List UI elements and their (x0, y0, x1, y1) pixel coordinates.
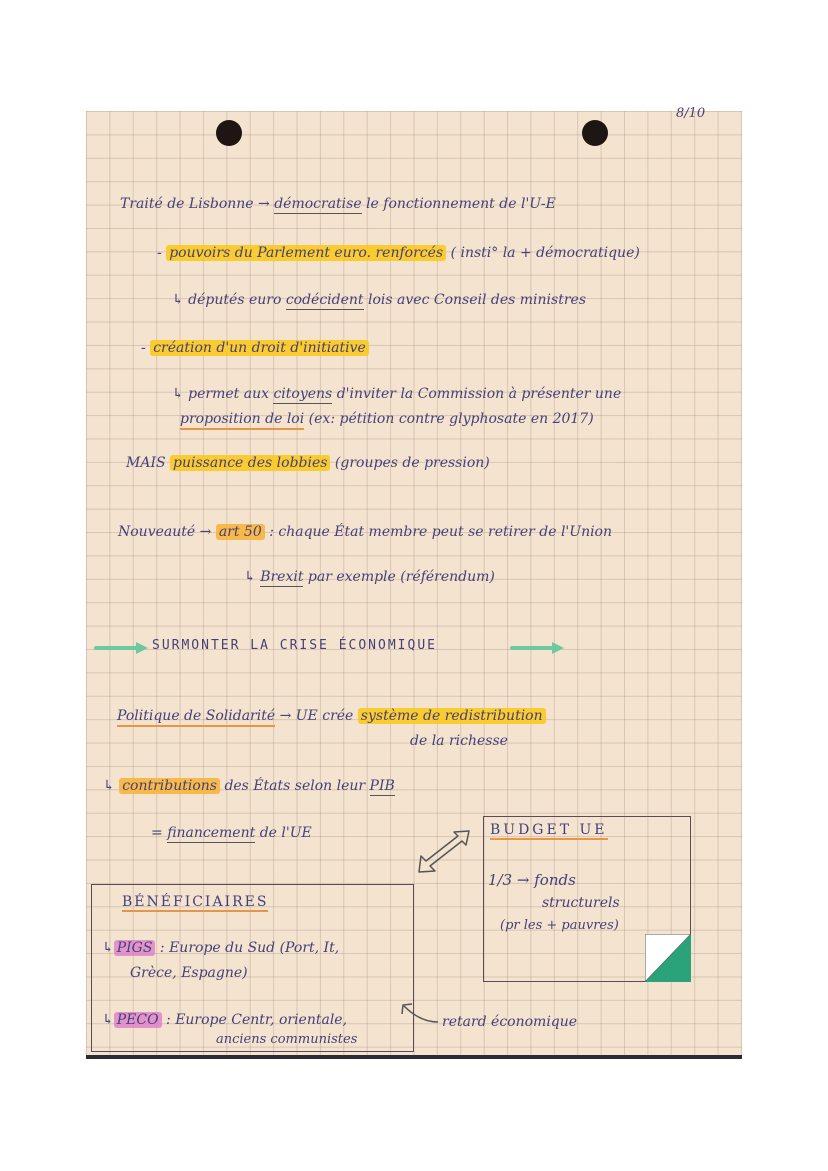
text-underlined: codécident (285, 292, 364, 308)
highlight-text: art 50 (216, 524, 265, 540)
text-underlined: démocratise (274, 196, 362, 212)
highlight-text: PIGS (114, 940, 156, 956)
budget-line-2: structurels (542, 895, 620, 911)
line-mais (126, 455, 490, 471)
line-peco-2: anciens communistes (216, 1032, 358, 1047)
page-edge (86, 1055, 742, 1059)
highlight-text: système de redistribution (358, 708, 546, 724)
beneficiaires-title: BÉNÉFICIAIRES (122, 894, 269, 910)
beneficiaires-box (91, 884, 414, 1052)
text-underlined: PIB (369, 778, 395, 794)
highlight-text: contributions (119, 778, 220, 794)
line-pigs (102, 940, 339, 956)
text: (groupes de pression) (334, 455, 490, 471)
line-contributions (103, 778, 395, 794)
line-pouvoirs (157, 245, 640, 261)
text: ↳ permet aux (172, 386, 270, 402)
highlight-text: PECO (114, 1012, 162, 1028)
text: des États selon leur (224, 778, 366, 794)
line-creation (141, 340, 369, 356)
text: ( insti° la + démocratique) (450, 245, 640, 261)
text: par exemple (référendum) (307, 569, 495, 585)
page-number: 8/10 (676, 106, 706, 121)
line-permet (172, 386, 621, 402)
budget-line-3: (pr les + pauvres) (500, 918, 619, 933)
text: ↳ (102, 1012, 114, 1028)
text: de l'UE (259, 825, 312, 841)
text: d'inviter la Commission à présenter une (336, 386, 622, 402)
text: ↳ (103, 778, 115, 794)
text: MAIS (126, 455, 166, 471)
line-pigs-2: Grèce, Espagne) (130, 965, 248, 981)
text: : Europe du Sud (Port, It, (159, 940, 340, 956)
curved-arrow-icon (396, 998, 442, 1026)
text: le fonctionnement de l'U-E (366, 196, 556, 212)
line-brexit (244, 569, 495, 585)
text: : Europe Centr, orientale, (166, 1012, 348, 1028)
text: ↳ (244, 569, 256, 585)
highlight-text: création d'un droit d'initiative (150, 340, 369, 356)
budget-line-1: 1/3 → fonds (488, 871, 576, 889)
line-proposition (180, 411, 594, 427)
text-underlined: proposition de loi (180, 411, 304, 430)
line-lisbonne (120, 196, 556, 212)
budget-title: BUDGET UE (490, 822, 608, 838)
text: → UE crée (279, 708, 354, 724)
text: (ex: pétition contre glyphosate en 2017) (308, 411, 594, 427)
text-underlined: citoyens (273, 386, 333, 402)
text: lois avec Conseil des ministres (368, 292, 586, 308)
text: Nouveauté → (118, 524, 212, 540)
dash: - (157, 245, 162, 261)
text: Traité de Lisbonne → (120, 196, 270, 212)
punch-hole-left (216, 120, 242, 146)
punch-hole-right (582, 120, 608, 146)
text-underlined: financement (167, 825, 256, 841)
line-politique (117, 708, 546, 724)
text: : chaque État membre peut se retirer de l'Union (269, 524, 613, 540)
line-deputes (172, 292, 586, 308)
text-underlined: Politique de Solidarité (117, 708, 275, 727)
text: ↳ députés euro (172, 292, 282, 308)
section-title: SURMONTER LA CRISE ÉCONOMIQUE (152, 638, 437, 653)
line-peco (102, 1012, 347, 1028)
text: = (151, 825, 163, 841)
highlight-text: puissance des lobbies (170, 455, 330, 471)
line-financement (151, 825, 312, 841)
dash: - (141, 340, 146, 356)
text-underlined: Brexit (260, 569, 304, 585)
line-richesse: de la richesse (410, 733, 508, 749)
budget-box (483, 816, 691, 982)
double-arrow-icon (416, 828, 472, 876)
folded-corner-icon (645, 934, 691, 982)
green-arrow-left-icon (94, 641, 150, 655)
line-nouveaute (118, 524, 612, 540)
retard-label: retard économique (442, 1014, 578, 1030)
green-arrow-right-icon (510, 641, 566, 655)
text: ↳ (102, 940, 114, 956)
highlight-text: pouvoirs du Parlement euro. renforcés (166, 245, 446, 261)
